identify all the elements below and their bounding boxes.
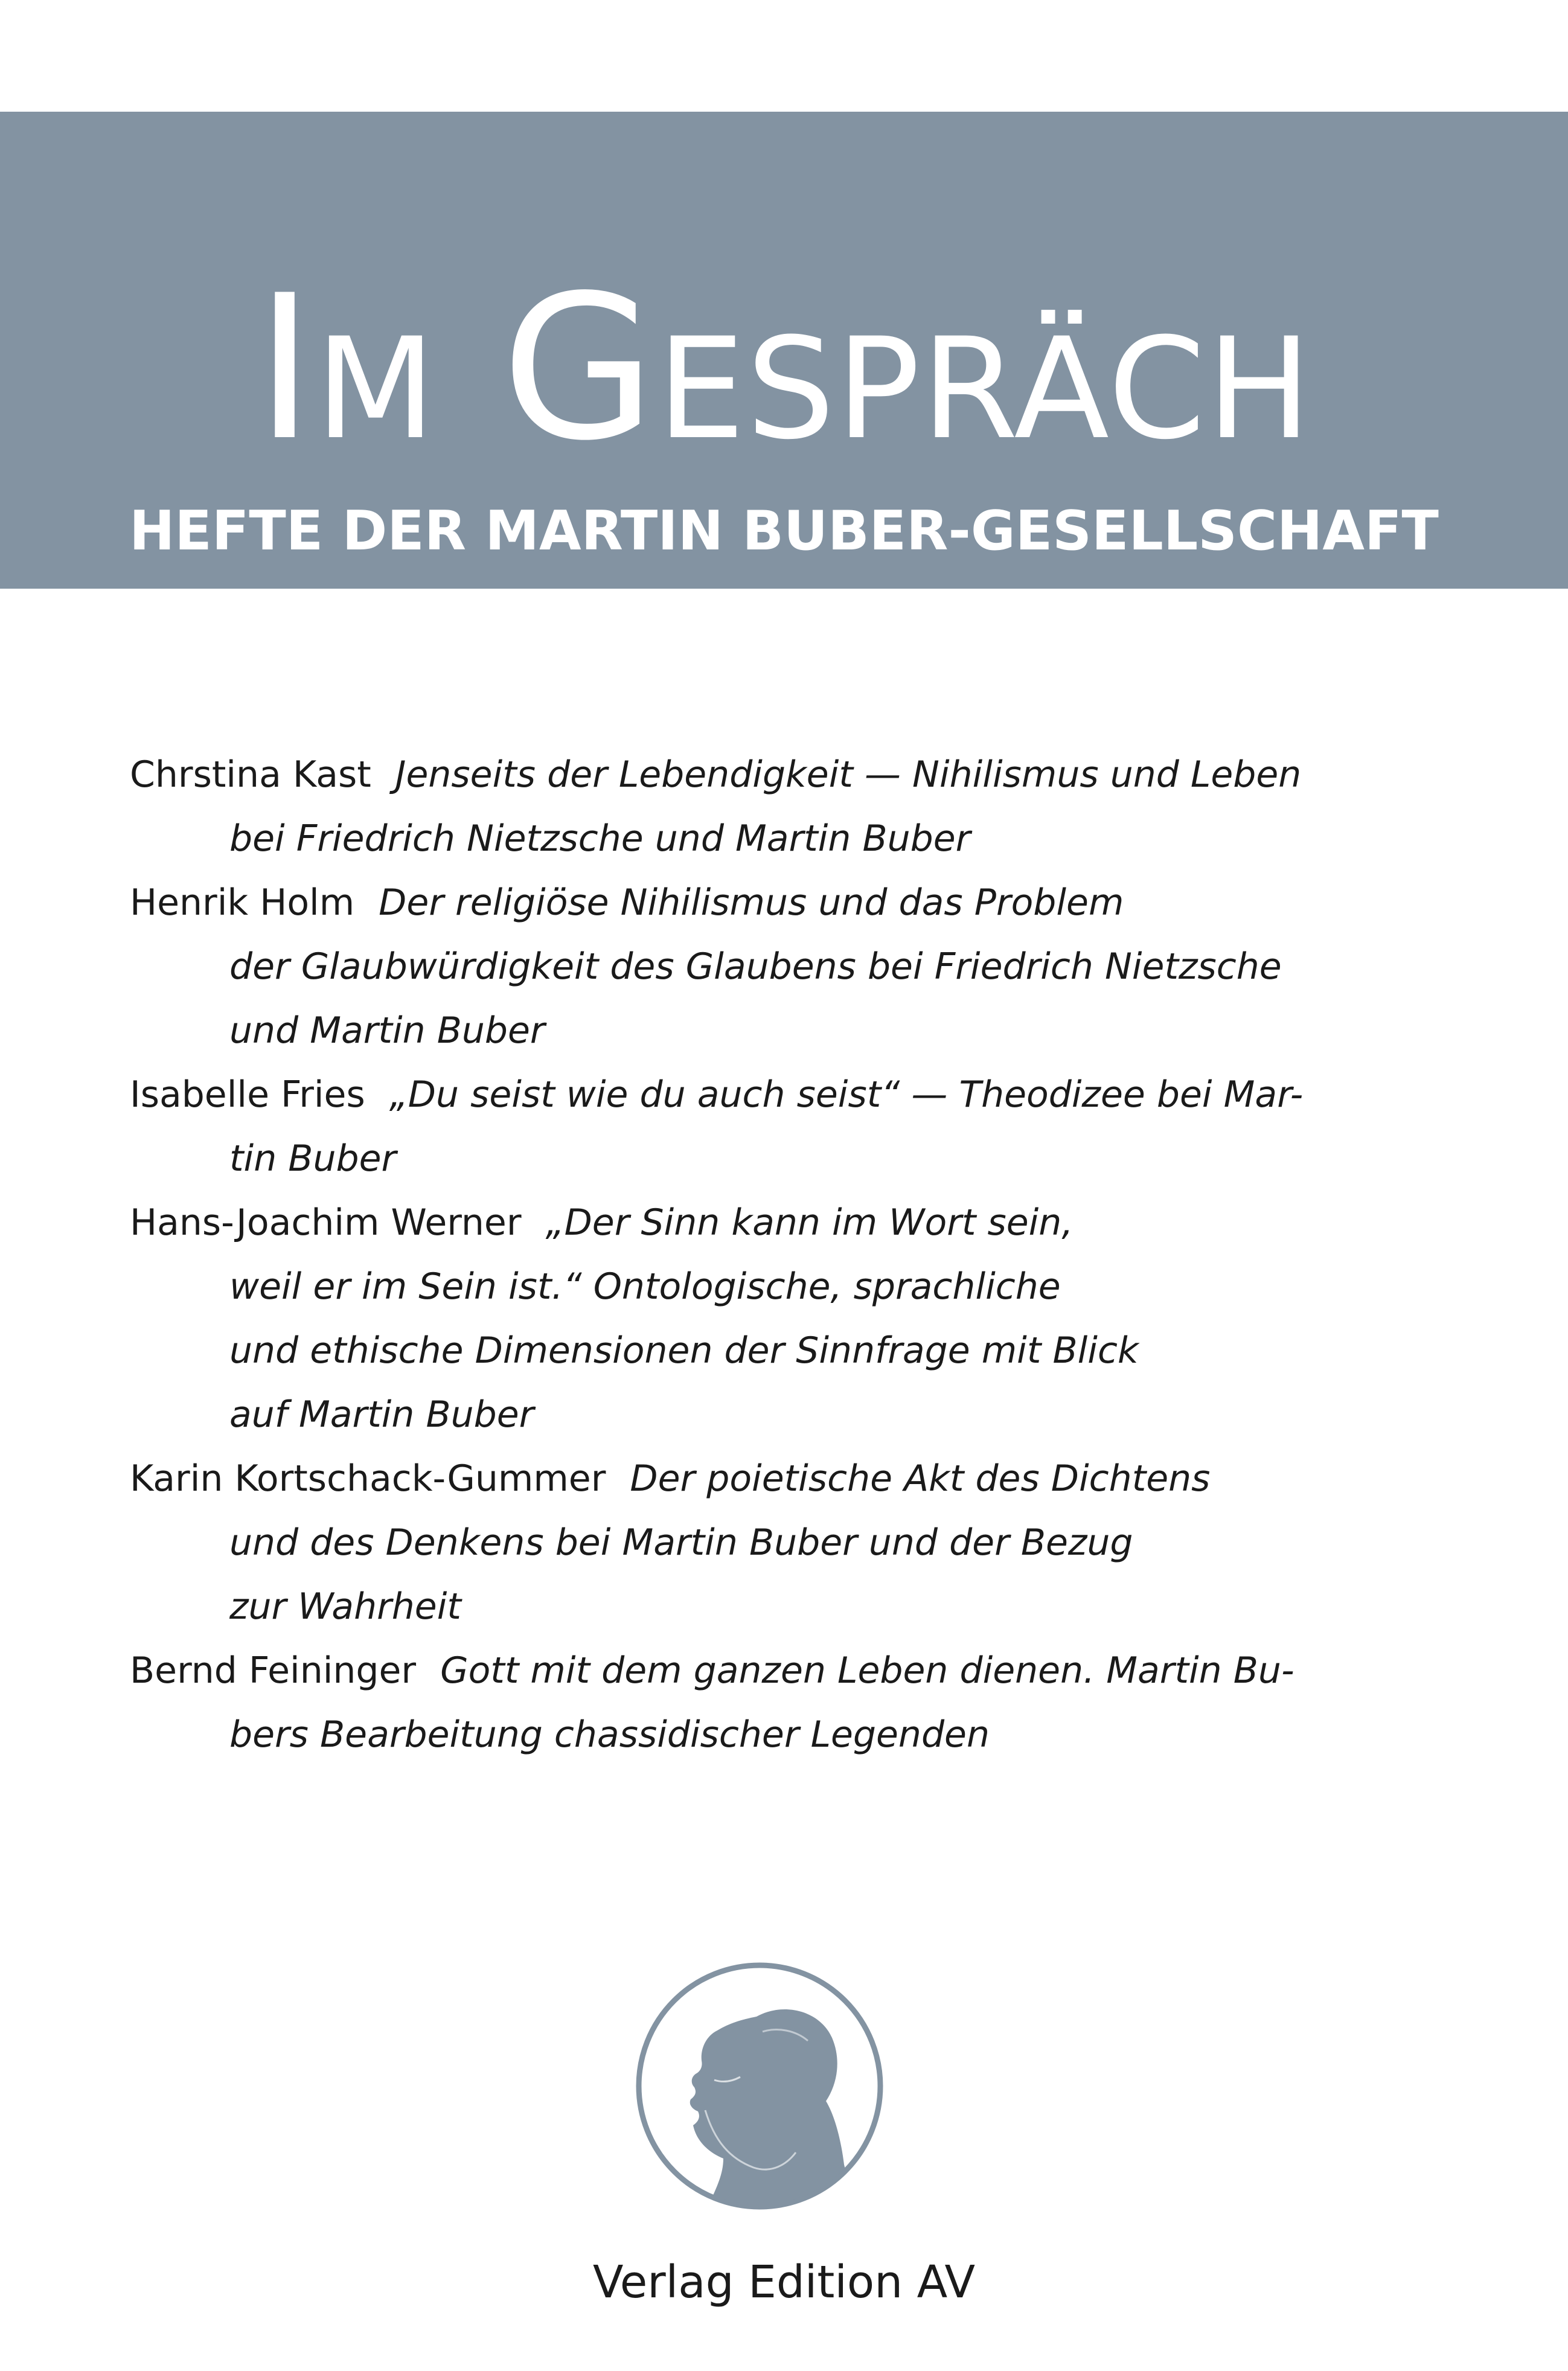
toc-title-line: „Du seist wie du auch seist“ — Theodizee bei Mar- [389,1074,1304,1116]
toc-entry-first-line [130,1063,1476,1127]
toc-title-line: Gott mit dem ganzen Leben dienen. Martin Bu- [440,1649,1294,1692]
journal-subtitle: HEFTE DER MARTIN BUBER-GESELLSCHAFT [129,499,1439,563]
toc-title-line: und Martin Buber [229,1010,545,1052]
toc-entry [130,743,1476,871]
toc-title-line: weil er im Sein ist.“ Ontologische, sprachliche [229,1265,1061,1308]
table-of-contents [130,743,1476,1767]
toc-entry [130,1191,1476,1447]
toc-entry [130,871,1476,1063]
toc-title-line: „Der Sinn kann im Wort sein, [545,1201,1074,1244]
toc-entry-first-line [130,743,1476,807]
toc-author: Karin Kortschack-Gummer [130,1457,606,1500]
toc-title-line: Der religiöse Nihilismus und das Problem [379,882,1124,924]
toc-title-line: und ethische Dimensionen der Sinnfrage mit Blick [229,1329,1139,1372]
toc-title-line: auf Martin Buber [229,1393,534,1436]
toc-title-line: Jenseits der Lebendigkeit — Nihilismus und Leben [395,754,1302,796]
toc-title-line: bei Friedrich Nietzsche und Martin Buber [229,818,971,860]
header-banner [0,112,1568,668]
toc-author: Hans-Joachim Werner [130,1201,522,1244]
toc-entry [130,1447,1476,1639]
toc-title-line: bers Bearbeitung chassidischer Legenden [229,1713,990,1756]
toc-title-line: Der poietische Akt des Dichtens [630,1457,1211,1500]
toc-entry-first-line [130,1639,1476,1703]
toc-entry-first-line [130,1191,1476,1255]
toc-entry [130,1063,1476,1191]
toc-author: Chrstina Kast [130,754,371,796]
toc-author: Isabelle Fries [130,1074,365,1116]
toc-author: Bernd Feininger [130,1649,417,1692]
toc-title-line: zur Wahrheit [229,1585,461,1628]
toc-entry [130,1639,1476,1767]
buber-portrait-medallion-icon [633,1959,886,2213]
publisher-name: Verlag Edition AV [592,2256,976,2308]
toc-title-line: und des Denkens bei Martin Buber und der Bezug [229,1521,1133,1564]
toc-title-line: der Glaubwürdigkeit des Glaubens bei Friedrich Nietzsche [229,946,1282,988]
toc-title-line: tin Buber [229,1138,397,1180]
toc-entry-first-line [130,871,1476,935]
journal-title: Im Gespräch [255,252,1313,484]
issue-number: Nr. 18 • 2021 [622,618,946,668]
toc-author: Henrik Holm [130,882,355,924]
toc-entry-first-line [130,1447,1476,1511]
